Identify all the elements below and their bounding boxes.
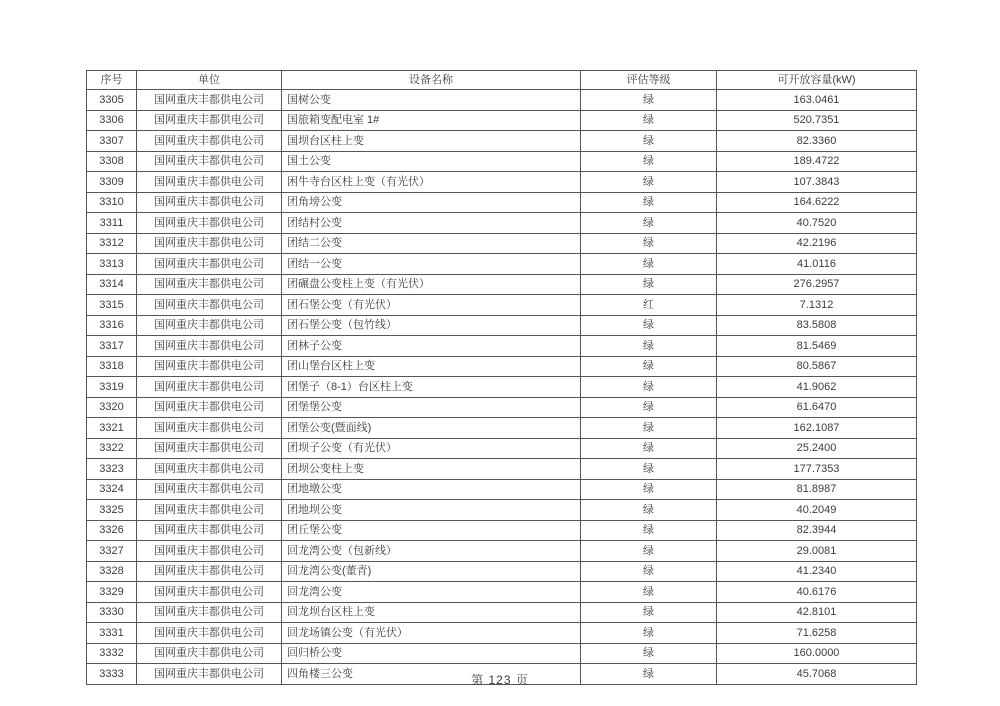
cell-device: 国树公变	[282, 90, 581, 111]
cell-unit: 国网重庆丰都供电公司	[137, 459, 282, 480]
cell-unit: 国网重庆丰都供电公司	[137, 418, 282, 439]
cell-grade: 绿	[581, 459, 717, 480]
cell-grade: 绿	[581, 274, 717, 295]
cell-unit: 国网重庆丰都供电公司	[137, 582, 282, 603]
table-row	[87, 254, 917, 275]
table-body	[87, 90, 917, 685]
cell-capacity: 25.2400	[717, 438, 917, 459]
cell-capacity: 107.3843	[717, 172, 917, 193]
cell-grade: 绿	[581, 664, 717, 685]
cell-grade: 绿	[581, 315, 717, 336]
cell-unit: 国网重庆丰都供电公司	[137, 520, 282, 541]
table-row	[87, 541, 917, 562]
table-row	[87, 643, 917, 664]
cell-serial: 3315	[87, 295, 137, 316]
cell-serial: 3309	[87, 172, 137, 193]
cell-serial: 3328	[87, 561, 137, 582]
cell-device: 团碾盘公变柱上变（有光伏）	[282, 274, 581, 295]
cell-grade: 绿	[581, 438, 717, 459]
table-row	[87, 336, 917, 357]
cell-grade: 绿	[581, 151, 717, 172]
cell-serial: 3319	[87, 377, 137, 398]
cell-capacity: 41.9062	[717, 377, 917, 398]
cell-serial: 3333	[87, 664, 137, 685]
cell-device: 团地坝公变	[282, 500, 581, 521]
cell-serial: 3332	[87, 643, 137, 664]
cell-capacity: 40.7520	[717, 213, 917, 234]
cell-serial: 3324	[87, 479, 137, 500]
cell-grade: 绿	[581, 561, 717, 582]
cell-capacity: 520.7351	[717, 110, 917, 131]
cell-unit: 国网重庆丰都供电公司	[137, 254, 282, 275]
cell-unit: 国网重庆丰都供电公司	[137, 602, 282, 623]
cell-device: 团堡堡公变	[282, 397, 581, 418]
cell-capacity: 164.6222	[717, 192, 917, 213]
cell-grade: 绿	[581, 233, 717, 254]
cell-device: 回龙湾公变（包新线）	[282, 541, 581, 562]
table-row	[87, 151, 917, 172]
cell-device: 回归桥公变	[282, 643, 581, 664]
cell-grade: 绿	[581, 582, 717, 603]
cell-grade: 绿	[581, 377, 717, 398]
table-row	[87, 479, 917, 500]
cell-serial: 3307	[87, 131, 137, 152]
cell-serial: 3326	[87, 520, 137, 541]
cell-capacity: 82.3360	[717, 131, 917, 152]
table-row	[87, 110, 917, 131]
cell-grade: 绿	[581, 479, 717, 500]
cell-capacity: 29.0081	[717, 541, 917, 562]
table-row	[87, 213, 917, 234]
cell-unit: 国网重庆丰都供电公司	[137, 151, 282, 172]
cell-serial: 3330	[87, 602, 137, 623]
column-header: 单位	[137, 71, 282, 90]
cell-serial: 3306	[87, 110, 137, 131]
header-row	[87, 71, 917, 90]
cell-grade: 绿	[581, 541, 717, 562]
cell-device: 国坝台区柱上变	[282, 131, 581, 152]
cell-device: 困牛寺台区柱上变（有光伏）	[282, 172, 581, 193]
cell-capacity: 61.6470	[717, 397, 917, 418]
cell-grade: 绿	[581, 500, 717, 521]
cell-device: 团石堡公变（有光伏）	[282, 295, 581, 316]
cell-serial: 3312	[87, 233, 137, 254]
cell-device: 四角楼三公变	[282, 664, 581, 685]
cell-unit: 国网重庆丰都供电公司	[137, 315, 282, 336]
cell-grade: 绿	[581, 397, 717, 418]
table-row	[87, 90, 917, 111]
capacity-table	[86, 70, 917, 685]
column-header: 设备名称	[282, 71, 581, 90]
cell-grade: 绿	[581, 602, 717, 623]
table-row	[87, 500, 917, 521]
table-row	[87, 295, 917, 316]
cell-serial: 3316	[87, 315, 137, 336]
cell-unit: 国网重庆丰都供电公司	[137, 500, 282, 521]
cell-serial: 3313	[87, 254, 137, 275]
cell-grade: 绿	[581, 418, 717, 439]
cell-capacity: 71.6258	[717, 623, 917, 644]
table-row	[87, 233, 917, 254]
cell-device: 团结一公变	[282, 254, 581, 275]
table-row	[87, 459, 917, 480]
cell-serial: 3317	[87, 336, 137, 357]
cell-grade: 绿	[581, 643, 717, 664]
cell-grade: 绿	[581, 623, 717, 644]
cell-device: 回龙湾公变	[282, 582, 581, 603]
cell-device: 团堡公变(暨面线)	[282, 418, 581, 439]
table-row	[87, 397, 917, 418]
cell-serial: 3323	[87, 459, 137, 480]
cell-grade: 绿	[581, 520, 717, 541]
cell-capacity: 42.2196	[717, 233, 917, 254]
cell-capacity: 162.1087	[717, 418, 917, 439]
cell-device: 团丘堡公变	[282, 520, 581, 541]
cell-serial: 3318	[87, 356, 137, 377]
table-row	[87, 274, 917, 295]
cell-capacity: 82.3944	[717, 520, 917, 541]
table-row	[87, 438, 917, 459]
cell-device: 团石堡公变（包竹线）	[282, 315, 581, 336]
cell-unit: 国网重庆丰都供电公司	[137, 356, 282, 377]
cell-device: 团林子公变	[282, 336, 581, 357]
cell-grade: 绿	[581, 254, 717, 275]
table-row	[87, 315, 917, 336]
cell-unit: 国网重庆丰都供电公司	[137, 110, 282, 131]
cell-capacity: 177.7353	[717, 459, 917, 480]
cell-grade: 绿	[581, 110, 717, 131]
cell-grade: 绿	[581, 172, 717, 193]
cell-serial: 3325	[87, 500, 137, 521]
cell-capacity: 40.2049	[717, 500, 917, 521]
cell-unit: 国网重庆丰都供电公司	[137, 377, 282, 398]
cell-serial: 3305	[87, 90, 137, 111]
table-row	[87, 356, 917, 377]
cell-capacity: 81.5469	[717, 336, 917, 357]
cell-capacity: 160.0000	[717, 643, 917, 664]
cell-unit: 国网重庆丰都供电公司	[137, 336, 282, 357]
column-header: 序号	[87, 71, 137, 90]
cell-grade: 绿	[581, 131, 717, 152]
cell-grade: 绿	[581, 192, 717, 213]
table-row	[87, 582, 917, 603]
cell-unit: 国网重庆丰都供电公司	[137, 438, 282, 459]
cell-unit: 国网重庆丰都供电公司	[137, 479, 282, 500]
cell-serial: 3322	[87, 438, 137, 459]
cell-capacity: 40.6176	[717, 582, 917, 603]
cell-capacity: 83.5808	[717, 315, 917, 336]
cell-grade: 绿	[581, 336, 717, 357]
cell-serial: 3321	[87, 418, 137, 439]
cell-unit: 国网重庆丰都供电公司	[137, 192, 282, 213]
cell-capacity: 45.7068	[717, 664, 917, 685]
cell-serial: 3308	[87, 151, 137, 172]
cell-device: 团结村公变	[282, 213, 581, 234]
cell-capacity: 42.8101	[717, 602, 917, 623]
cell-unit: 国网重庆丰都供电公司	[137, 541, 282, 562]
cell-unit: 国网重庆丰都供电公司	[137, 295, 282, 316]
cell-capacity: 7.1312	[717, 295, 917, 316]
cell-serial: 3310	[87, 192, 137, 213]
cell-serial: 3314	[87, 274, 137, 295]
cell-capacity: 276.2957	[717, 274, 917, 295]
cell-device: 国土公变	[282, 151, 581, 172]
table-row	[87, 561, 917, 582]
cell-unit: 国网重庆丰都供电公司	[137, 643, 282, 664]
cell-serial: 3327	[87, 541, 137, 562]
cell-serial: 3320	[87, 397, 137, 418]
cell-capacity: 81.8987	[717, 479, 917, 500]
cell-device: 团坝子公变（有光伏）	[282, 438, 581, 459]
cell-unit: 国网重庆丰都供电公司	[137, 90, 282, 111]
cell-serial: 3329	[87, 582, 137, 603]
cell-serial: 3311	[87, 213, 137, 234]
cell-capacity: 41.0116	[717, 254, 917, 275]
table-row	[87, 520, 917, 541]
cell-unit: 国网重庆丰都供电公司	[137, 274, 282, 295]
cell-device: 国旅箱变配电室 1#	[282, 110, 581, 131]
cell-device: 回龙湾公变(董青)	[282, 561, 581, 582]
cell-device: 回龙坝台区柱上变	[282, 602, 581, 623]
table-row	[87, 602, 917, 623]
table-row	[87, 623, 917, 644]
cell-unit: 国网重庆丰都供电公司	[137, 213, 282, 234]
page-number: 第 123 页	[471, 673, 529, 687]
column-header: 可开放容量(kW)	[717, 71, 917, 90]
cell-device: 团结二公变	[282, 233, 581, 254]
cell-unit: 国网重庆丰都供电公司	[137, 397, 282, 418]
cell-capacity: 41.2340	[717, 561, 917, 582]
table-row	[87, 172, 917, 193]
cell-unit: 国网重庆丰都供电公司	[137, 561, 282, 582]
cell-unit: 国网重庆丰都供电公司	[137, 623, 282, 644]
cell-serial: 3331	[87, 623, 137, 644]
cell-unit: 国网重庆丰都供电公司	[137, 233, 282, 254]
cell-device: 回龙场镇公变（有光伏）	[282, 623, 581, 644]
table-row	[87, 418, 917, 439]
cell-capacity: 80.5867	[717, 356, 917, 377]
cell-capacity: 189.4722	[717, 151, 917, 172]
cell-grade: 红	[581, 295, 717, 316]
cell-device: 团山堡台区柱上变	[282, 356, 581, 377]
cell-device: 团角塝公变	[282, 192, 581, 213]
column-header: 评估等级	[581, 71, 717, 90]
cell-unit: 国网重庆丰都供电公司	[137, 664, 282, 685]
cell-device: 团地墩公变	[282, 479, 581, 500]
table-row	[87, 192, 917, 213]
cell-grade: 绿	[581, 356, 717, 377]
cell-capacity: 163.0461	[717, 90, 917, 111]
cell-grade: 绿	[581, 90, 717, 111]
cell-unit: 国网重庆丰都供电公司	[137, 172, 282, 193]
cell-unit: 国网重庆丰都供电公司	[137, 131, 282, 152]
table-row	[87, 131, 917, 152]
cell-device: 团坝公变柱上变	[282, 459, 581, 480]
cell-device: 团堡子（8-1）台区柱上变	[282, 377, 581, 398]
table-row	[87, 377, 917, 398]
cell-grade: 绿	[581, 213, 717, 234]
